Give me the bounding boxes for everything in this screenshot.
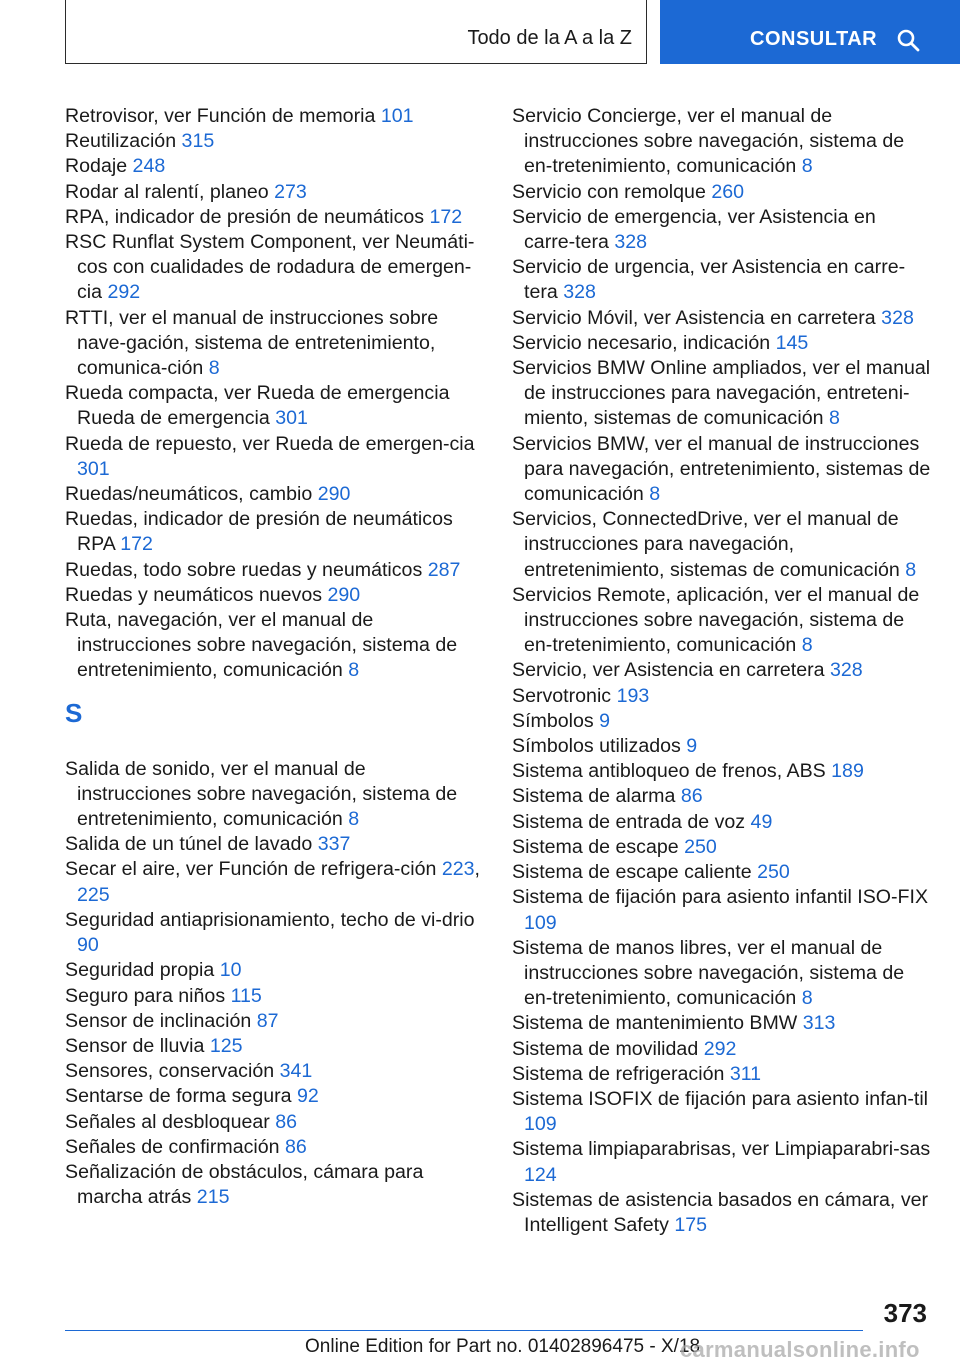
page-link[interactable]: 9	[686, 735, 698, 758]
index-entry	[65, 1160, 485, 1210]
index-entry	[65, 381, 485, 431]
page-link[interactable]: 328	[881, 306, 914, 329]
page-link[interactable]: 86	[285, 1135, 307, 1158]
page-link[interactable]: 109	[524, 1113, 557, 1136]
index-entry	[65, 154, 485, 179]
entry-term: Sistema de alarma	[512, 785, 676, 808]
page-link[interactable]: 337	[317, 833, 351, 856]
index-entry: Secar el aire, ver Función de refrigera-ción 223, 225	[65, 858, 480, 906]
index-entry	[65, 129, 485, 154]
entry-term: Sistemas de asistencia basados en cámara, ver Intelligent Safety	[512, 1188, 929, 1236]
consult-button-label: CONSULTAR	[750, 28, 878, 50]
index-tab[interactable]	[65, 0, 647, 64]
page-link[interactable]: 172	[120, 533, 153, 556]
entry-term: Rodar al ralentí, planeo	[65, 180, 269, 203]
page-link[interactable]: 292	[703, 1037, 737, 1060]
page-link[interactable]: 8	[649, 483, 661, 506]
page-link[interactable]: 301	[77, 457, 110, 480]
page-link[interactable]: 101	[380, 105, 414, 127]
index-entry	[65, 558, 485, 583]
entry-term: Ruedas y neumáticos nuevos	[65, 583, 323, 606]
entry-term: Sistema de entrada de voz	[512, 810, 746, 833]
entry-term: Rueda compacta, ver Rueda de emergencia Rueda de emergencia	[65, 382, 450, 430]
index-tab-label: Todo de la A a la Z	[467, 27, 632, 49]
entry-term: Señales de confirmación	[65, 1135, 280, 1158]
entry-term: Símbolos	[512, 709, 594, 732]
page-link[interactable]: 189	[831, 760, 864, 783]
entry-term: Servicio de urgencia, ver Asistencia en carre-tera	[512, 256, 906, 304]
page-link[interactable]: 8	[828, 407, 840, 430]
index-entry	[65, 757, 485, 833]
page-link[interactable]: 313	[802, 1012, 836, 1035]
index-entry	[512, 205, 932, 255]
page-number: 373	[883, 1298, 927, 1328]
entry-term: Ruedas, todo sobre ruedas y neumáticos	[65, 558, 423, 581]
page-link[interactable]: 215	[196, 1186, 230, 1209]
page-link[interactable]: 10	[219, 959, 242, 982]
entry-term: Servicios Remote, aplicación, ver el manual de instrucciones sobre navegación, sistema de en-tretenimiento, comunicación	[512, 583, 920, 657]
index-entry	[65, 608, 485, 684]
page-link[interactable]: 87	[256, 1009, 279, 1032]
index-entry	[65, 984, 485, 1009]
page-link[interactable]: 92	[297, 1085, 319, 1108]
index-entry	[65, 832, 485, 857]
index-entry	[65, 205, 485, 230]
entry-term: Servicios BMW Online ampliados, ver el manual de instrucciones para navegación, entreteni-miento, sistemas de comunicación	[512, 357, 931, 430]
search-icon	[896, 28, 920, 52]
page-link[interactable]: 328	[830, 659, 863, 682]
entry-term: RSC Runflat System Component, ver Neumáti-cos con cualidades de rodadura de emergen-cia	[65, 231, 475, 304]
index-entry	[512, 658, 932, 683]
index-entry	[512, 684, 932, 709]
entry-term: Sistema de refrigeración	[512, 1062, 725, 1085]
entry-term: Servotronic	[512, 684, 612, 707]
watermark: carmanualsonline.info	[680, 1337, 920, 1362]
index-entry	[512, 1087, 932, 1137]
page-link[interactable]: 115	[230, 984, 262, 1007]
index-entry	[512, 432, 932, 508]
index-entry	[65, 306, 485, 382]
page-link[interactable]: 8	[348, 808, 360, 831]
index-entry	[65, 180, 485, 205]
page-link[interactable]: 273	[274, 180, 307, 203]
page-link[interactable]: 124	[524, 1163, 557, 1186]
entry-term: Ruta, navegación, ver el manual de instrucciones sobre navegación, sistema de entretenimiento, comunicación	[65, 609, 458, 682]
entry-term: Ruedas, indicador de presión de neumáticos RPA	[65, 508, 453, 556]
entry-term: Señales al desbloquear	[65, 1110, 270, 1133]
index-entry	[65, 583, 485, 608]
entry-term: Sentarse de forma segura	[65, 1085, 292, 1108]
page-link[interactable]: 8	[905, 558, 917, 581]
index-entry	[65, 1084, 485, 1109]
index-entry	[512, 784, 932, 809]
entry-term: Seguridad antiaprisionamiento, techo de vi-drio	[65, 908, 475, 931]
page-link[interactable]: 8	[801, 155, 813, 178]
index-entry	[65, 1135, 485, 1160]
edition-note: Online Edition for Part no. 01402896475 - X/18	[305, 1336, 701, 1357]
page-link[interactable]: 86	[275, 1110, 298, 1133]
index-entry	[512, 1137, 932, 1187]
entry-term: Sistema de mantenimiento BMW	[512, 1012, 798, 1035]
index-entry	[512, 936, 932, 1012]
index-entry	[65, 1034, 485, 1059]
page-link[interactable]: 225	[77, 883, 110, 906]
entry-term: Reutilización	[65, 130, 177, 153]
index-entry	[65, 1009, 485, 1034]
index-entry	[512, 331, 932, 356]
index-entry	[512, 1011, 932, 1036]
page-link[interactable]: 260	[711, 180, 745, 203]
page-link[interactable]: 145	[775, 331, 809, 354]
index-entry	[512, 1037, 932, 1062]
page-link[interactable]: 292	[107, 281, 141, 304]
index-entry	[512, 583, 932, 659]
index-column-right	[512, 104, 932, 1238]
entry-term: Sistema ISOFIX de fijación para asiento infan-til	[512, 1087, 929, 1110]
page-link[interactable]: 328	[614, 231, 648, 254]
page-link[interactable]: 248	[132, 155, 166, 178]
entry-term: Servicio Concierge, ver el manual de instrucciones sobre navegación, sistema de en-tretenimiento, comunicación	[512, 105, 905, 178]
index-entry	[512, 1062, 932, 1087]
entry-term: Servicio, ver Asistencia en carretera	[512, 659, 825, 682]
entry-term: Sensor de inclinación	[65, 1009, 252, 1032]
entry-term: Servicio de emergencia, ver Asistencia en carre-tera	[512, 205, 876, 254]
index-entry	[65, 432, 485, 482]
page-link[interactable]: 49	[750, 810, 773, 833]
entry-term: Salida de sonido, ver el manual de instrucciones sobre navegación, sistema de entretenimiento, comunicación	[65, 757, 458, 831]
index-entry	[65, 958, 485, 983]
page-link[interactable]: 172	[429, 205, 463, 228]
page-link[interactable]: 311	[729, 1062, 762, 1085]
index-entry	[512, 860, 932, 885]
entry-term: Sistema de manos libres, ver el manual de instrucciones sobre navegación, sistema de en-tretenimiento, comunicación	[512, 936, 905, 1010]
entry-term: Sensores, conservación	[65, 1060, 275, 1083]
page-link[interactable]: 328	[563, 281, 596, 304]
page-link[interactable]: 109	[524, 911, 557, 934]
page-link[interactable]: 175	[674, 1213, 708, 1236]
page-link[interactable]: 8	[801, 987, 813, 1010]
entry-term: Seguro para niños	[65, 984, 226, 1007]
entry-term: Señalización de obstáculos, cámara para marcha atrás	[65, 1160, 424, 1209]
page-link[interactable]: 287	[427, 558, 461, 581]
entry-term: Sistema de escape	[512, 835, 679, 858]
page-link[interactable]: 250	[757, 861, 790, 884]
index-entry	[512, 885, 932, 935]
entry-term: Sistema limpiaparabrisas, ver Limpiaparabri-sas	[512, 1138, 931, 1161]
page-link[interactable]: 193	[616, 684, 650, 707]
index-entry	[512, 734, 932, 759]
entry-term: Sistema de escape caliente	[512, 861, 752, 884]
entry-term: Servicio Móvil, ver Asistencia en carretera	[512, 306, 876, 329]
entry-term: Servicio necesario, indicación	[512, 331, 771, 354]
entry-term: Seguridad propia	[65, 959, 215, 982]
page-link[interactable]: 90	[77, 934, 99, 957]
entry-term: Sistema de movilidad	[512, 1037, 699, 1060]
page-link[interactable]: 301	[275, 407, 308, 430]
entry-term: Sistema antibloqueo de frenos, ABS	[512, 760, 826, 783]
page-link[interactable]: 86	[680, 785, 703, 808]
entry-term: Servicios, ConnectedDrive, ver el manual de instrucciones para navegación, entretenimiento, sistemas de comunicación	[512, 508, 900, 581]
page-link[interactable]: 250	[684, 835, 717, 858]
index-entry	[512, 835, 932, 860]
entry-term: Sistema de fijación para asiento infantil ISO-FIX	[512, 886, 929, 909]
entry-term: Rodaje	[65, 155, 128, 178]
page-link[interactable]: 315	[181, 130, 215, 153]
page-link[interactable]: 223	[441, 858, 475, 881]
page-link[interactable]: 8	[801, 634, 813, 657]
page-link[interactable]: 290	[327, 583, 361, 606]
entry-term: Retrovisor, ver Función de memoria	[65, 105, 376, 127]
index-entry	[65, 230, 485, 306]
index-entry	[512, 180, 932, 205]
page-link[interactable]: 8	[348, 659, 360, 682]
index-entry	[65, 507, 485, 557]
page-link[interactable]: 8	[208, 357, 220, 380]
entry-term: Salida de un túnel de lavado	[65, 833, 313, 856]
entry-term: Sensor de lluvia	[65, 1034, 205, 1057]
index-entry	[65, 1059, 485, 1084]
index-entry	[512, 306, 932, 331]
index-entry	[512, 810, 932, 835]
entry-term: RTTI, ver el manual de instrucciones sobre nave-gación, sistema de entretenimiento, comunica-ción	[65, 306, 439, 380]
index-entry	[512, 759, 932, 784]
index-entry	[512, 104, 932, 180]
index-entry	[65, 908, 485, 958]
page-link[interactable]: 125	[209, 1034, 243, 1057]
index-column-left	[65, 104, 485, 1210]
entry-term: Servicio con remolque	[512, 180, 706, 203]
page-link[interactable]: 341	[279, 1060, 313, 1083]
page-link[interactable]: 290	[317, 483, 351, 506]
index-entry	[512, 255, 932, 305]
entry-term: Secar el aire, ver Función de refrigera-ción	[65, 858, 437, 881]
footer-divider	[65, 1330, 863, 1331]
index-entry	[512, 709, 932, 734]
entry-term: Rueda de repuesto, ver Rueda de emergen-cia	[65, 432, 475, 455]
page-link[interactable]: 9	[599, 709, 611, 732]
index-entry	[65, 1110, 485, 1135]
index-entry	[512, 507, 932, 583]
index-entry	[65, 482, 485, 507]
section-letter: S	[65, 697, 83, 728]
entry-term: RPA, indicador de presión de neumáticos	[65, 205, 425, 228]
index-entry	[512, 1188, 932, 1238]
index-entry	[512, 356, 932, 432]
index-entry	[65, 104, 485, 129]
entry-term: Ruedas/neumáticos, cambio	[65, 483, 313, 506]
entry-term: Servicios BMW, ver el manual de instrucciones para navegación, entretenimiento, sistemas de comunicación	[512, 432, 931, 506]
entry-term: Símbolos utilizados	[512, 735, 681, 758]
